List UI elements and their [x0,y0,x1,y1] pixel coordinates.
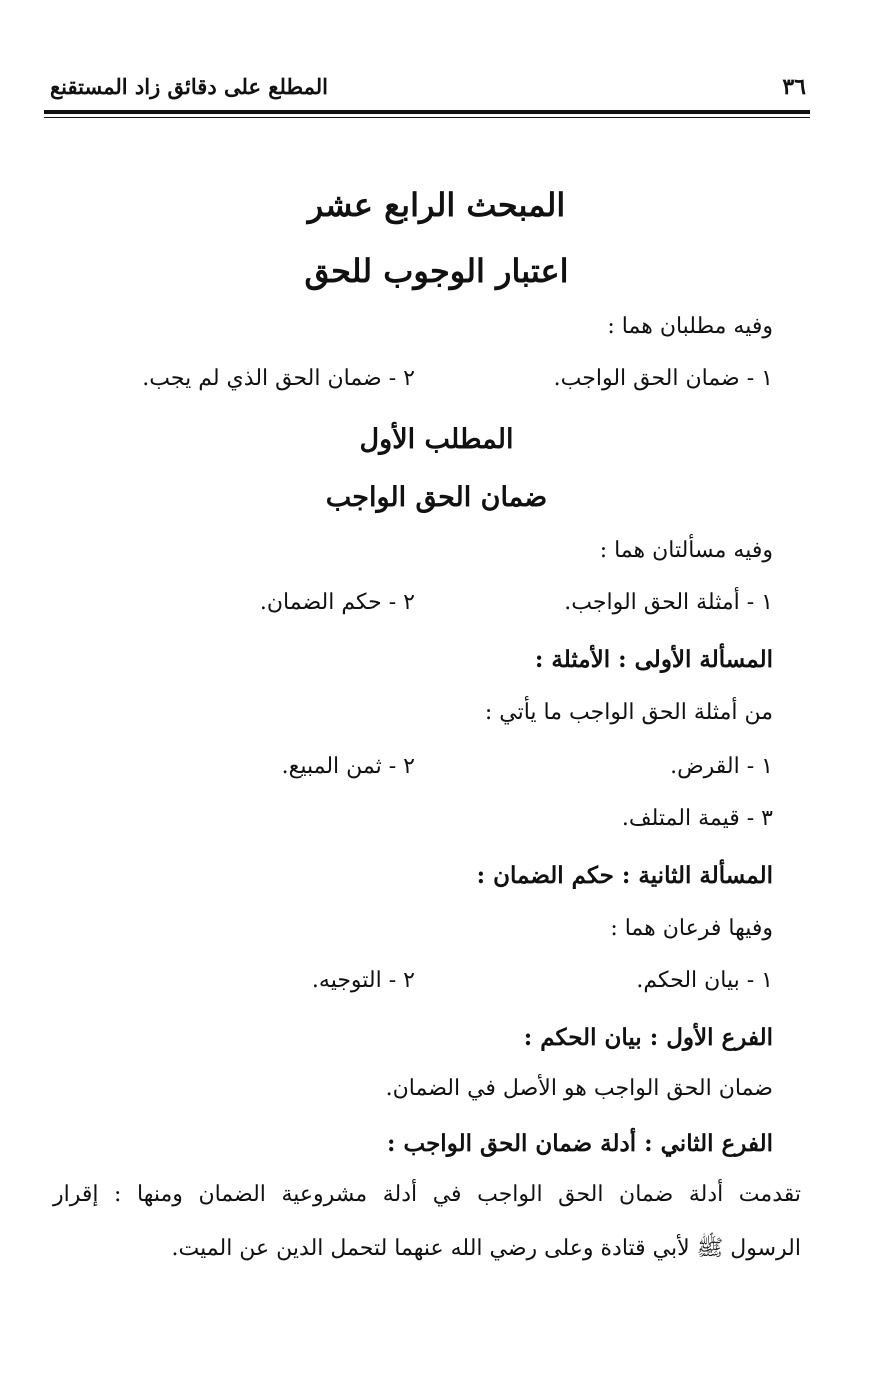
section-title: المبحث الرابع عشر [307,186,566,224]
page-number: ٣٦ [782,74,806,100]
masala2-intro: وفيها فرعان هما : [610,916,773,941]
list-item: ٢ - ثمن المبيع. [281,754,415,779]
header-rule-thin [44,117,810,118]
list-item: ٢ - ضمان الحق الذي لم يجب. [142,366,415,391]
masala1-heading: المسألة الأولى : الأمثلة : [534,646,773,673]
list-item: ٢ - التوجيه. [311,968,415,993]
matlab-title: المطلب الأول [359,424,514,455]
far1-heading: الفرع الأول : بيان الحكم : [523,1024,773,1051]
section-subtitle: اعتبار الوجوب للحق [304,252,569,290]
list-item: ١ - بيان الحكم. [636,968,773,993]
list-item: ٣ - قيمة المتلف. [621,806,773,831]
masala2-heading: المسألة الثانية : حكم الضمان : [476,862,773,889]
far2-text-line2: الرسول ﷺ لأبي قتادة وعلى رضي الله عنهما لتحمل الدين عن الميت. [171,1236,801,1261]
page-header [44,74,810,110]
section-intro: وفيه مطلبان هما : [607,314,773,339]
far2-heading: الفرع الثاني : أدلة ضمان الحق الواجب : [387,1130,773,1157]
header-rule-thick [44,110,810,114]
masala1-intro: من أمثلة الحق الواجب ما يأتي : [484,700,773,725]
matlab-subtitle: ضمان الحق الواجب [325,482,548,513]
book-title: المطلع على دقائق زاد المستقنع [50,74,329,99]
far2-text-line1: تقدمت أدلة ضمان الحق الواجب في أدلة مشروعية الضمان ومنها : إقرار [53,1182,801,1207]
list-item: ٢ - حكم الضمان. [259,590,415,615]
list-item: ١ - القرض. [670,754,773,779]
list-item: ١ - أمثلة الحق الواجب. [564,590,773,615]
list-item: ١ - ضمان الحق الواجب. [553,366,773,391]
far1-text: ضمان الحق الواجب هو الأصل في الضمان. [385,1076,773,1101]
matlab-intro: وفيه مسألتان هما : [599,538,773,563]
